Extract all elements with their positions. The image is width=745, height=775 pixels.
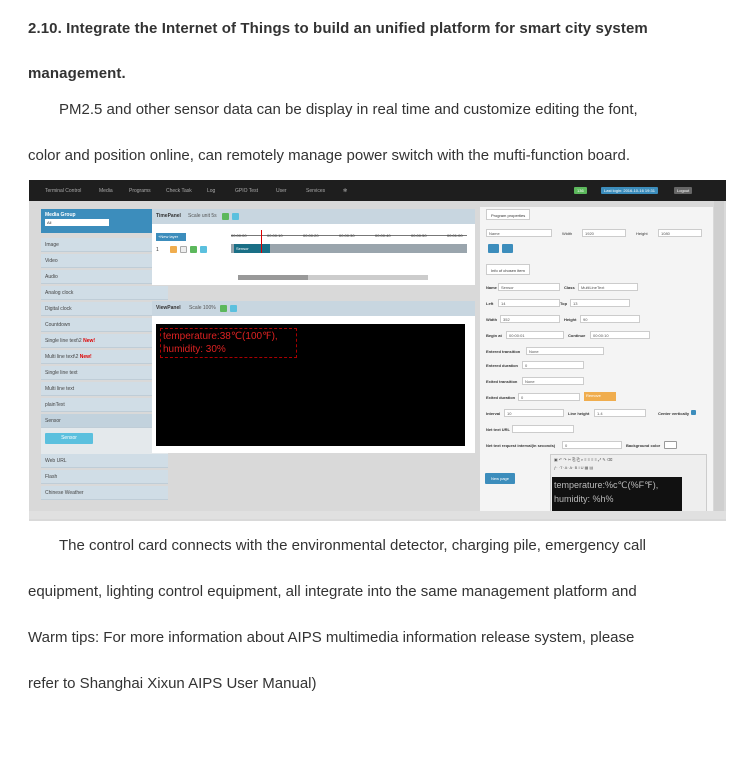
media-group-label: Media Group <box>45 212 76 218</box>
exited-duration-input[interactable]: 0 <box>518 393 580 401</box>
field-label: Line height <box>568 411 590 416</box>
field-label: Background color <box>626 443 661 448</box>
media-group-select[interactable]: All <box>45 219 109 226</box>
view-panel-header <box>152 301 475 316</box>
humidity-text: humidity: 30% <box>163 344 226 355</box>
nav-log[interactable]: Log <box>207 188 216 194</box>
width-input[interactable]: 352 <box>500 315 560 323</box>
tab-chosen-item[interactable]: Info of chosen item <box>486 264 530 275</box>
name-input[interactable]: Sensor <box>498 283 560 291</box>
ruler-tick: 00:00:10 <box>267 233 283 238</box>
info-icon[interactable] <box>200 246 207 253</box>
view-panel-title: ViewPanel <box>156 305 181 311</box>
sidebar-item-countdown[interactable]: Countdown <box>41 318 168 332</box>
nav-services[interactable]: Services <box>306 188 326 194</box>
last-login-badge: Last login: 2016-10-16 19:31 <box>601 187 658 194</box>
media-sidebar <box>41 209 168 499</box>
count-badge: 136 <box>574 187 587 194</box>
ruler-tick: 00:01:00 <box>447 233 463 238</box>
zoom-out-icon[interactable] <box>232 213 239 220</box>
new-page-button[interactable]: New page <box>485 473 515 484</box>
net-url-input[interactable] <box>512 425 574 433</box>
sidebar-item-video[interactable]: Video <box>41 254 168 268</box>
program-width-label: Width <box>562 231 573 236</box>
lock-icon[interactable] <box>170 246 177 253</box>
background-color-picker[interactable] <box>664 441 677 449</box>
net-interval-input[interactable]: 0 <box>562 441 622 449</box>
field-label: Name <box>486 285 497 290</box>
refresh-icon[interactable] <box>180 246 187 253</box>
begin-input[interactable]: 00:00:01 <box>506 331 564 339</box>
sensor-button[interactable]: Sensor <box>45 433 93 444</box>
editor-toolbar: ▣ ↶ ↷ ✂ ⎘ ⎗ ⌕ ≡ ≡ ≡ ≡ ⤢ ✎ ⌫ ƒ· ·T· A· A· B I U ▦ ▤ <box>554 457 613 470</box>
sidebar-item-chinese-weather[interactable]: Chinese Weather <box>41 486 168 500</box>
sidebar-item-sensor[interactable]: Sensor <box>41 414 168 428</box>
zoom-in-icon[interactable] <box>220 305 227 312</box>
nav-user[interactable]: User <box>276 188 287 194</box>
height-input[interactable]: 90 <box>580 315 640 323</box>
page-scrollbar-horizontal[interactable] <box>29 511 726 519</box>
sidebar-item-single-line-text[interactable]: Single line text <box>41 366 168 380</box>
ruler-tick: 00:00:20 <box>303 233 319 238</box>
software-screenshot <box>29 180 726 521</box>
entered-duration-input[interactable]: 0 <box>522 361 584 369</box>
time-panel <box>152 209 475 285</box>
nav-media[interactable]: Media <box>99 188 113 194</box>
field-label: Top <box>560 301 568 306</box>
layer-track <box>231 244 467 253</box>
field-label: Left <box>486 301 494 306</box>
field-label: Class <box>564 285 575 290</box>
settings-icon[interactable]: ✻ <box>343 188 348 194</box>
interval-input[interactable]: 10 <box>504 409 564 417</box>
view-panel <box>152 301 475 453</box>
sensor-drawer <box>41 428 168 454</box>
paragraph-line: Warm tips: For more information about AIPS multimedia information release system, please <box>28 629 635 646</box>
temperature-text: temperature:38℃(100℉), <box>163 331 278 342</box>
heading-line-2: management. <box>28 65 126 82</box>
ruler-tick: 00:00:30 <box>339 233 355 238</box>
sidebar-item-multi-line-text[interactable]: Multi line text <box>41 382 168 396</box>
logout-button[interactable]: Logout <box>674 187 692 194</box>
field-label: Net text URL <box>486 427 511 432</box>
sidebar-item-digital-clock[interactable]: Digital clock <box>41 302 168 316</box>
paragraph-line: The control card connects with the environmental detector, charging pile, emergency call <box>59 537 646 554</box>
field-label: Height <box>564 317 577 322</box>
sidebar-item-web-url[interactable]: Web URL <box>41 454 168 468</box>
new-badge: New! <box>83 338 96 344</box>
nav-terminal-control[interactable]: Terminal Control <box>45 188 82 194</box>
paragraph-line: PM2.5 and other sensor data can be display in real time and customize editing the font, <box>59 101 638 118</box>
program-height-label: Height <box>636 231 648 236</box>
class-input[interactable]: MultiLineText <box>578 283 638 291</box>
editor-line-humidity: humidity: %h% <box>554 494 614 504</box>
field-label: Begin at <box>486 333 502 338</box>
field-label: Entered duration <box>486 363 519 368</box>
time-panel-title: TimePanel <box>156 213 181 219</box>
layout-icon[interactable] <box>502 244 513 253</box>
playhead[interactable] <box>261 230 262 253</box>
paragraph-outro <box>28 523 722 707</box>
sidebar-item-plaintext[interactable]: plainText <box>41 398 168 412</box>
tab-program-properties[interactable]: Program properties <box>486 209 530 220</box>
nav-check-task[interactable]: Check Task <box>166 188 192 194</box>
left-input[interactable]: 14 <box>498 299 560 307</box>
zoom-in-icon[interactable] <box>222 213 229 220</box>
properties-panel <box>480 207 713 512</box>
program-height-input[interactable]: 1080 <box>658 229 702 237</box>
field-label: Width <box>486 317 498 322</box>
section-heading <box>28 6 722 96</box>
exited-transition-select[interactable]: None <box>522 377 584 385</box>
remove-button[interactable]: Remove <box>584 392 616 401</box>
preview-canvas[interactable] <box>156 324 465 446</box>
center-vertically-checkbox[interactable] <box>691 410 696 415</box>
ruler-tick: 00:00:40 <box>375 233 391 238</box>
new-badge: New! <box>79 354 92 360</box>
continue-input[interactable]: 00:00:10 <box>590 331 650 339</box>
app-topbar <box>29 180 726 201</box>
ruler-tick: 00:00:50 <box>411 233 427 238</box>
editor-content[interactable] <box>552 477 682 511</box>
editor-line-temperature: temperature:%c℃(%F℉), <box>554 480 659 490</box>
field-label: Interval <box>486 411 501 416</box>
entered-transition-select[interactable]: None <box>526 347 604 355</box>
field-label: Net text request interval(in seconds) <box>486 443 556 448</box>
sidebar-item-multi-line-text-2[interactable]: Multi line text\2 New! <box>41 350 168 364</box>
program-name-input[interactable]: Name <box>486 229 552 237</box>
paragraph-intro <box>28 87 722 179</box>
new-layer-button[interactable]: +New layer <box>156 233 186 241</box>
sensor-text-element[interactable] <box>160 328 297 358</box>
time-scale: Scale unit 5s <box>188 213 217 219</box>
page-scrollbar-vertical[interactable] <box>714 201 724 511</box>
sidebar-item-image[interactable]: Image <box>41 238 168 252</box>
view-scale: Scale 100% <box>189 305 216 311</box>
line-height-input[interactable]: 1.4 <box>594 409 646 417</box>
sidebar-item-audio[interactable]: Audio <box>41 270 168 284</box>
zoom-out-icon[interactable] <box>230 305 237 312</box>
ruler-tick: 00:00:00 <box>231 233 247 238</box>
media-group <box>41 209 168 233</box>
add-icon[interactable] <box>190 246 197 253</box>
time-panel-header <box>152 209 475 224</box>
field-label: Exited duration <box>486 395 516 400</box>
layout-icon[interactable] <box>488 244 499 253</box>
field-label: Continue <box>568 333 586 338</box>
sidebar-item-analog-clock[interactable]: Analog clock <box>41 286 168 300</box>
field-label: Exited transition <box>486 379 518 384</box>
field-label: Center vertically <box>658 411 690 416</box>
program-width-input[interactable]: 1920 <box>582 229 626 237</box>
field-label: Entered transition <box>486 349 521 354</box>
sidebar-item-flash[interactable]: Flash <box>41 470 168 484</box>
paragraph-line: equipment, lighting control equipment, all integrate into the same management platform and <box>28 583 637 600</box>
sidebar-item-single-line-text-2[interactable]: Single line text\2 New! <box>41 334 168 348</box>
paragraph-line: refer to Shanghai Xixun AIPS User Manual) <box>28 675 317 692</box>
time-ruler <box>231 230 467 236</box>
sensor-clip[interactable]: Sensor <box>234 244 270 253</box>
nav-programs[interactable]: Programs <box>129 188 151 194</box>
heading-line-1: 2.10. Integrate the Internet of Things to build an unified platform for smart city system <box>28 20 648 37</box>
nav-gpio-test[interactable]: GPIO Test <box>235 188 258 194</box>
layer-index: 1 <box>156 247 159 253</box>
rich-text-editor[interactable] <box>550 454 707 512</box>
top-input[interactable]: 13 <box>570 299 630 307</box>
paragraph-line: color and position online, can remotely manage power switch with the mufti-function board. <box>28 147 630 164</box>
timeline-scrollbar[interactable] <box>238 275 428 280</box>
